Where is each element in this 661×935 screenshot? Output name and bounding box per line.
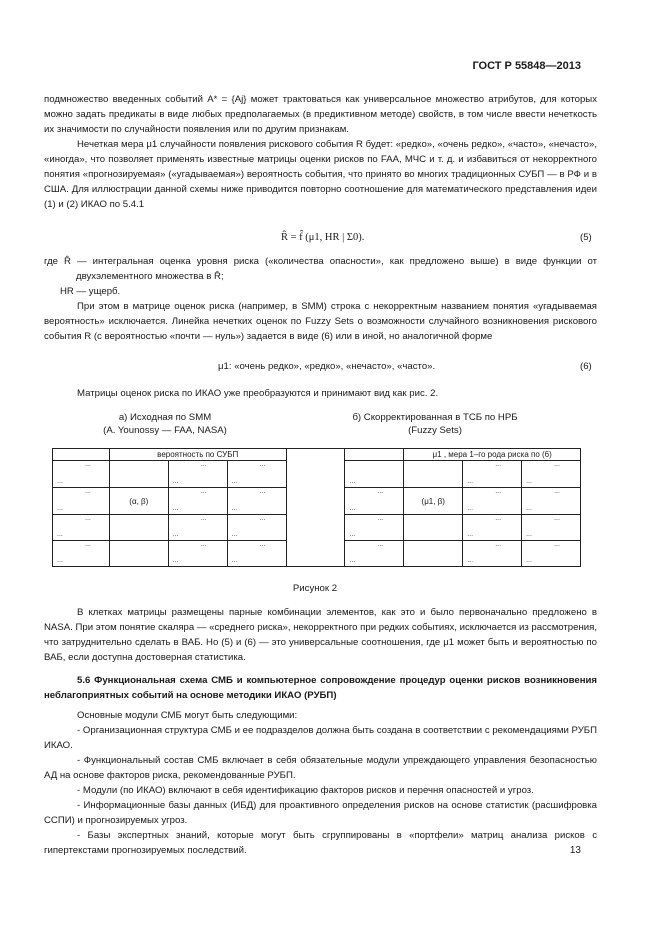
bullet-5: - Базы экспертных знаний, которые могут быть сгруппированы в «портфели» матриц анализа рисков с гипертекстами прогнозируемых последствий. — [44, 830, 597, 856]
matrix-cell: ... ... — [463, 488, 522, 515]
right-corner-cell — [345, 449, 404, 461]
equation-number-5: (5) — [580, 232, 592, 243]
matrix-cell: ... ... — [227, 541, 286, 567]
where-definition-1: где R̂ — интегральная оценка уровня риска («количества опасности», как предложено выше) в виде функции от двухэлементного множества в R̄; — [44, 256, 597, 282]
page-number: 13 — [569, 845, 581, 856]
matrix-cell: ... ... — [345, 515, 404, 541]
bullet-1: - Организационная структура СМБ и ее подразделов должна быть создана в соответствии с рекомендациями РУБП ИКАО. — [44, 725, 597, 751]
matrix-cell — [109, 515, 168, 541]
paragraph-5: В клетках матрицы размещены парные комбинации элементов, как это и было первоначально предложено в NASA. При этом понятие скаляра — «среднего риска», некорректного при редких событиях, исключается из рассмотрения, что затруднительно сделать в ВАБ. Но (5) и (6) — это универсальные соотношения, где μ1 может быть и вероятностью по ВАБ, если доступна достоверная статистика. — [44, 607, 597, 663]
paragraph-1: подмножество введенных событий A* = {Aj} может трактоваться как универсальное множество атрибутов, для которых можно задать предикаты в виде любых предполагаемых (в предиктивном методе) свойств, в том числе ввести нечеткость их значимости по случайности появления или по другим признакам. — [44, 94, 597, 135]
where-definition-2: HR — ущерб. — [60, 286, 121, 297]
matrix-cell: ... ... — [227, 488, 286, 515]
paragraph-2: Нечеткая мера μ1 случайности появления рискового события R будет: «редко», «очень редко», «часто», «нечасто», «иногда», что позволяет применять известные матрицы оценки рисков по FAA, МЧС и т. д. и избавиться от некорректного понятия «прогнозируемая» («угадываемая») вероятность события, что принято во многих традиционных СУБП — в РФ и в США. Для иллюстрации данной схемы ниже приводится повторно соотношение для математического представления идеи (1) и (2) ИКАО по 5.4.1 — [44, 139, 597, 210]
matrix-separator — [286, 449, 345, 567]
matrix-cell — [109, 461, 168, 488]
matrix-cell: ... ... — [522, 515, 581, 541]
matrix-cell: ... ... — [168, 515, 227, 541]
matrix-cell: ... ... — [463, 541, 522, 567]
bullet-3: - Модули (по ИКАО) включают в себя идентификацию факторов рисков и перечня опасностей и угроз. — [77, 785, 534, 796]
matrix-cell: ... ... — [53, 515, 110, 541]
bullet-2: - Функциональный состав СМБ включает в себя обязательные модули упреждающего управления безопасностью АД на основе факторов риска, рекомендованные РУБП. — [44, 755, 597, 781]
body-text-p4 — [44, 386, 597, 401]
paragraph-4: Матрицы оценок риска по ИКАО уже преобразуются и принимают вид как рис. 2. — [77, 388, 439, 399]
matrix-cell: ... ... — [227, 515, 286, 541]
right-pair-cell: (μ1, β) — [404, 488, 463, 515]
body-text-top — [44, 92, 597, 212]
matrix-cell: ... ... — [345, 488, 404, 515]
left-header: вероятность по СУБП — [109, 449, 286, 461]
left-pair-cell: (α, β) — [109, 488, 168, 515]
matrix-cell: ... ... — [168, 461, 227, 488]
matrix-cell — [404, 515, 463, 541]
paragraph-6: Основные модули СМБ могут быть следующими: — [77, 710, 298, 721]
formula-6: μ1: «очень редко», «редко», «нечасто», «часто». — [218, 361, 436, 372]
risk-matrix-figure — [52, 448, 581, 567]
figure-left-caption-line1: а) Исходная по SMM — [118, 412, 212, 423]
matrix-cell: ... ... — [53, 461, 110, 488]
right-header: μ1 , мера 1–го рода риска по (6) — [404, 449, 581, 461]
matrix-cell: ... ... — [168, 541, 227, 567]
matrix-cell: ... ... — [168, 488, 227, 515]
matrix-cell: ... ... — [53, 541, 110, 567]
matrix-cell — [404, 461, 463, 488]
paragraph-3: При этом в матрице оценок риска (например, в SMM) строка с некорректным названием понятия «угадываемая вероятность» исключается. Линейка нечетких оценок по Fuzzy Sets о возможности случайного возникновения рискового события R (с вероятностью «почти — нуль») задается в виде (6) или в иной, но аналогичной форме — [44, 301, 597, 342]
matrix-cell: ... ... — [522, 488, 581, 515]
matrix-cell — [109, 541, 168, 567]
matrix-cell: ... ... — [522, 461, 581, 488]
matrix-cell: ... ... — [345, 541, 404, 567]
figure-left-caption-line2: (A. Younossy — FAA, NASA) — [103, 425, 227, 436]
figure-caption: Рисунок 2 — [292, 583, 338, 594]
body-text-bottom — [44, 605, 597, 858]
matrix-cell: ... ... — [522, 541, 581, 567]
figure-right-caption-line2: (Fuzzy Sets) — [408, 425, 462, 436]
matrix-cell — [404, 541, 463, 567]
figure-right-caption-line1: б) Скорректированная в ТСБ по НРБ — [352, 412, 518, 423]
section-heading-5-6: 5.6 Функциональная схема СМБ и компьютерное сопровождение процедур оценки рисков возникновения неблагоприятных событий на основе методики ИКАО (РУБП) — [44, 675, 597, 701]
formula-5: R̂ = f̂ (μ1, HR | Σ0). — [281, 232, 365, 243]
matrix-cell: ... ... — [227, 461, 286, 488]
equation-number-6: (6) — [580, 361, 592, 372]
figure-left-caption — [80, 411, 250, 437]
bullet-4: - Информационные базы данных (ИБД) для проактивного определения рисков на основе статистик (расшифровка ССПИ) и прогнозируемых угроз. — [44, 800, 597, 826]
matrix-cell: ... ... — [53, 488, 110, 515]
matrix-cell: ... ... — [463, 515, 522, 541]
matrix-cell: ... ... — [463, 461, 522, 488]
figure-right-caption — [330, 411, 540, 437]
matrix-cell: ... — [345, 461, 404, 488]
matrix-header-row — [53, 449, 581, 461]
body-text-where — [44, 254, 597, 344]
left-corner-cell — [53, 449, 110, 461]
document-header: ГОСТ Р 55848—2013 — [472, 60, 581, 72]
